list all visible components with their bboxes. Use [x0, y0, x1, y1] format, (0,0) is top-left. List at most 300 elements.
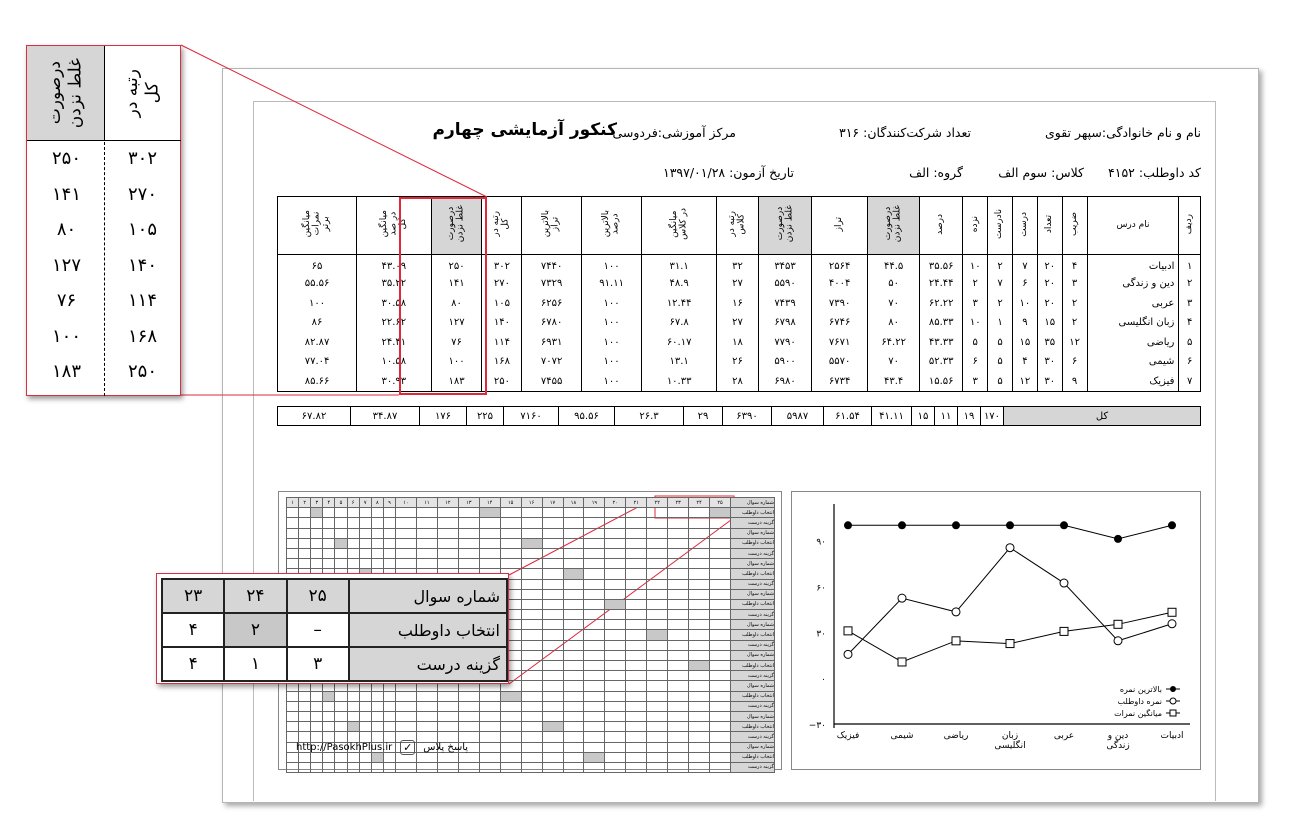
- x-tick-label: شیمی: [890, 731, 914, 741]
- answer-cell: [647, 610, 668, 620]
- answer-cell: [521, 538, 542, 548]
- table-cell: ۲۷: [716, 274, 758, 294]
- table-cell: ۷: [1013, 255, 1038, 275]
- answer-cell: [710, 701, 731, 711]
- table-cell: ۶۹۸۰: [759, 372, 812, 392]
- total-cell: ۱۱: [935, 407, 958, 426]
- answer-cell: [479, 732, 500, 742]
- answer-cell: [647, 528, 668, 538]
- answer-cell: [383, 711, 395, 721]
- answer-cell: [584, 640, 605, 650]
- zoom-divider: [104, 46, 105, 141]
- answer-cell: ۲۰: [605, 498, 626, 508]
- answer-cell: [563, 650, 584, 660]
- answer-cell: [668, 762, 689, 772]
- answer-cell: [542, 661, 563, 671]
- zoom-rank-cell: ۱۴۰: [127, 254, 157, 276]
- point-average: [1006, 640, 1014, 648]
- answer-cell: [347, 508, 359, 518]
- answer-cell: [605, 762, 626, 772]
- table-cell: ۱۰۰: [581, 313, 642, 333]
- zoom-correct-23: ۴: [162, 647, 224, 681]
- answer-cell: [359, 691, 371, 701]
- zoom-choice-24: ۲: [224, 613, 286, 647]
- answer-cell: [323, 762, 335, 772]
- answer-cell: [458, 691, 479, 701]
- answer-cell: [479, 518, 500, 528]
- answer-cell: [647, 711, 668, 721]
- table-cell: ۲: [988, 255, 1013, 275]
- answer-cell: [359, 559, 371, 569]
- answer-cell: ۴: [323, 498, 335, 508]
- answer-cell: [542, 732, 563, 742]
- zoom-q24: ۲۴: [224, 579, 286, 613]
- answer-cell: [458, 528, 479, 538]
- answer-cell: ۹: [383, 498, 395, 508]
- answer-cell: [458, 548, 479, 558]
- answer-cell: [287, 722, 299, 732]
- answer-cell: [287, 518, 299, 528]
- answer-cell: [521, 630, 542, 640]
- point-average: [898, 658, 906, 666]
- table-cell: ۲۵۰: [482, 372, 522, 392]
- answer-cell: ۵: [335, 498, 347, 508]
- answer-cell: [584, 528, 605, 538]
- answer-cell: [396, 508, 417, 518]
- answer-row-label: گزینه درست: [731, 671, 775, 681]
- legend-label: نمره داوطلب: [1117, 697, 1162, 706]
- answer-grid-row: [287, 518, 775, 528]
- table-cell: ۷۴۴۰: [522, 255, 581, 275]
- table-cell: ۶۹۳۱: [522, 333, 581, 353]
- answer-cell: [521, 599, 542, 609]
- answer-cell: [542, 508, 563, 518]
- answer-cell: [521, 671, 542, 681]
- answer-cell: [689, 752, 710, 762]
- answer-cell: [479, 762, 500, 772]
- answer-cell: [287, 762, 299, 772]
- series-line-2: [848, 612, 1172, 662]
- answer-cell: [647, 762, 668, 772]
- answer-cell: [371, 701, 383, 711]
- answer-cell: [689, 732, 710, 742]
- answer-cell: [542, 518, 563, 528]
- answer-cell: [359, 528, 371, 538]
- answer-cell: [323, 559, 335, 569]
- answer-cell: [479, 508, 500, 518]
- answer-cell: [584, 762, 605, 772]
- answer-cell: [311, 722, 323, 732]
- answer-grid-row: [287, 711, 775, 721]
- answer-row-label: انتخاب داوطلب: [731, 508, 775, 518]
- answer-cell: ۸: [371, 498, 383, 508]
- point-top: [898, 521, 906, 529]
- answer-cell: [542, 650, 563, 660]
- total-cell: ۳۴.۸۷: [351, 407, 420, 426]
- answer-cell: [563, 620, 584, 630]
- table-cell: ۶۷۳۴: [812, 372, 868, 392]
- col-header-17: میانگین در صد کل: [357, 197, 432, 255]
- answer-cell: [335, 548, 347, 558]
- answer-row-label: گزینه درست: [731, 640, 775, 650]
- answer-cell: [383, 518, 395, 528]
- answer-cell: [605, 518, 626, 528]
- answer-cell: [647, 681, 668, 691]
- score-chart: [791, 491, 1201, 770]
- point-average: [1168, 608, 1176, 616]
- total-cell: ۷۱۶۰: [504, 407, 559, 426]
- answer-cell: [542, 742, 563, 752]
- answer-cell: [542, 640, 563, 650]
- answer-cell: [710, 610, 731, 620]
- total-cell: ۱۷۰: [981, 407, 1004, 426]
- zoom-q23: ۲۳: [162, 579, 224, 613]
- answer-cell: [521, 518, 542, 528]
- answer-cell: ۱۴: [479, 498, 500, 508]
- answer-cell: [396, 528, 417, 538]
- answer-cell: [584, 752, 605, 762]
- answer-cell: [287, 538, 299, 548]
- table-cell: ۹: [1062, 372, 1087, 392]
- center-name: مرکز آموزشی:فردوسی: [612, 125, 736, 140]
- table-cell: ۴: [1179, 313, 1201, 333]
- answer-cell: [626, 559, 647, 569]
- footer-url[interactable]: http://PasokhPlus.ir: [296, 742, 393, 753]
- col-header-4: درست: [1013, 197, 1038, 255]
- answer-cell: [479, 701, 500, 711]
- answer-cell: [299, 762, 311, 772]
- answer-cell: [563, 630, 584, 640]
- table-cell: عربی: [1087, 294, 1179, 314]
- answer-cell: [521, 589, 542, 599]
- answer-cell: [563, 742, 584, 752]
- zoom-rank-cell: ۲۵۰: [127, 361, 157, 382]
- answer-cell: [287, 548, 299, 558]
- table-cell: ۱۲: [1013, 372, 1038, 392]
- answer-cell: [689, 569, 710, 579]
- answer-cell: [668, 528, 689, 538]
- answer-cell: [584, 538, 605, 548]
- table-cell: ۴۸.۹: [642, 274, 717, 294]
- answer-cell: [626, 528, 647, 538]
- table-cell: ۱۰۰: [581, 255, 642, 275]
- answer-cell: [383, 691, 395, 701]
- x-tick-label: ادبیات: [1160, 731, 1184, 741]
- zoom-nowrong-cell: ۱۴۱: [51, 183, 81, 205]
- footer: [296, 740, 468, 755]
- total-cell: ۲۲۵: [467, 407, 504, 426]
- table-cell: ۵: [988, 372, 1013, 392]
- participants-count: تعداد شرکت‌کنندگان: ۳۱۶: [838, 125, 971, 140]
- answer-cell: [323, 701, 335, 711]
- answer-cell: [359, 722, 371, 732]
- table-cell: ۱۵: [1013, 333, 1038, 353]
- table-cell: ۳۰.۹۳: [357, 372, 432, 392]
- answer-cell: [335, 711, 347, 721]
- footer-brand: پاسخ پلاس: [423, 742, 469, 753]
- answer-cell: [710, 762, 731, 772]
- answer-cell: [323, 508, 335, 518]
- answer-cell: [584, 681, 605, 691]
- answer-cell: [383, 762, 395, 772]
- student-name: نام و نام خانوادگی:سپهر تقوی: [1044, 125, 1201, 140]
- total-cell: ۶۳۹۰: [723, 407, 772, 426]
- table-cell: ۲۵۶۴: [812, 255, 868, 275]
- answer-cell: [437, 722, 458, 732]
- answer-cell: [710, 508, 731, 518]
- answer-cell: [416, 528, 437, 538]
- answer-cell: [479, 691, 500, 701]
- answer-cell: [626, 599, 647, 609]
- answer-cell: [479, 538, 500, 548]
- answer-cell: [710, 548, 731, 558]
- answer-cell: [563, 528, 584, 538]
- table-cell: ۸۶: [278, 313, 357, 333]
- answer-cell: [563, 518, 584, 528]
- answer-cell: [542, 559, 563, 569]
- zoom-rank-cell: ۱۰۵: [127, 219, 157, 240]
- answer-cell: ۳: [311, 498, 323, 508]
- table-cell: ۲۴.۴۴: [920, 274, 963, 294]
- table-cell: ۷۷۹۰: [759, 333, 812, 353]
- answer-cell: [563, 752, 584, 762]
- answer-cell: [668, 732, 689, 742]
- answer-cell: [689, 610, 710, 620]
- answer-cell: [383, 508, 395, 518]
- answer-cell: [647, 569, 668, 579]
- answer-cell: [668, 508, 689, 518]
- answer-cell: [521, 610, 542, 620]
- answer-cell: [335, 528, 347, 538]
- answer-cell: [668, 650, 689, 660]
- answer-cell: [710, 640, 731, 650]
- table-cell: ۸۰: [431, 294, 482, 314]
- zoom-q25: ۲۵: [287, 579, 349, 613]
- answer-row-label: شماره سوال: [731, 589, 775, 599]
- answer-cell: [521, 569, 542, 579]
- table-cell: ۲: [1062, 294, 1087, 314]
- answer-cell: [584, 620, 605, 630]
- zoom-label-correct: گزینه درست: [349, 647, 507, 681]
- answer-cell: [689, 691, 710, 701]
- legend-marker: [1170, 686, 1176, 692]
- answer-cell: [347, 559, 359, 569]
- answer-cell: [371, 691, 383, 701]
- table-cell: ۴: [1013, 352, 1038, 372]
- answer-cell: [521, 508, 542, 518]
- answer-cell: [500, 691, 521, 701]
- table-cell: ۷: [988, 274, 1013, 294]
- answer-cell: [299, 722, 311, 732]
- answer-cell: [437, 548, 458, 558]
- table-cell: ۷۳۲۹: [522, 274, 581, 294]
- table-cell: ۲: [963, 274, 988, 294]
- answer-cell: [500, 559, 521, 569]
- answer-row-label: گزینه درست: [731, 762, 775, 772]
- answer-cell: [626, 762, 647, 772]
- table-cell: دین و زندگی: [1087, 274, 1179, 294]
- answer-cell: [500, 538, 521, 548]
- table-cell: ۱: [1179, 255, 1201, 275]
- answer-cell: [521, 752, 542, 762]
- answer-cell: [335, 701, 347, 711]
- answer-cell: [605, 538, 626, 548]
- answer-cell: [416, 559, 437, 569]
- answer-cell: [647, 671, 668, 681]
- answer-cell: [584, 722, 605, 732]
- answer-cell: [458, 722, 479, 732]
- answer-cell: [299, 701, 311, 711]
- answer-cell: [626, 518, 647, 528]
- answer-cell: [584, 508, 605, 518]
- answer-cell: ۶: [347, 498, 359, 508]
- answer-cell: [383, 528, 395, 538]
- answer-cell: [626, 681, 647, 691]
- table-cell: ۱۰۵: [482, 294, 522, 314]
- answer-cell: [668, 701, 689, 711]
- answer-row-label: انتخاب داوطلب: [731, 752, 775, 762]
- answer-cell: [347, 722, 359, 732]
- table-cell: ۱۲: [1062, 333, 1087, 353]
- answer-cell: ۲۳: [668, 498, 689, 508]
- x-tick-label: دین و: [1107, 731, 1129, 741]
- answer-cell: [347, 518, 359, 528]
- answer-cell: [396, 762, 417, 772]
- answer-cell: [479, 752, 500, 762]
- zoom-label-number: شماره سوال: [349, 579, 507, 613]
- answer-cell: [371, 559, 383, 569]
- answer-cell: [563, 559, 584, 569]
- table-cell: ۱۶: [716, 294, 758, 314]
- answer-cell: [416, 548, 437, 558]
- answer-cell: [323, 548, 335, 558]
- answer-cell: [710, 650, 731, 660]
- answer-cell: [710, 671, 731, 681]
- answer-cell: [689, 762, 710, 772]
- table-cell: ۶: [1179, 352, 1201, 372]
- answer-cell: [500, 732, 521, 742]
- answer-cell: [383, 548, 395, 558]
- class-name: کلاس: سوم الف: [998, 165, 1084, 180]
- answer-cell: [311, 538, 323, 548]
- answer-cell: [605, 671, 626, 681]
- table-cell: ادبیات: [1087, 255, 1179, 275]
- answer-cell: [371, 528, 383, 538]
- answer-cell: [710, 752, 731, 762]
- col-header-1: نام درس: [1087, 197, 1179, 255]
- answer-cell: ۲۵: [710, 498, 731, 508]
- answer-cell: [542, 620, 563, 630]
- answer-cell: [416, 518, 437, 528]
- answer-cell: [605, 548, 626, 558]
- answer-cell: [299, 518, 311, 528]
- answer-cell: [396, 518, 417, 528]
- answer-cell: [542, 701, 563, 711]
- answer-cell: [347, 691, 359, 701]
- answer-cell: [500, 518, 521, 528]
- answer-cell: [710, 681, 731, 691]
- col-header-13: بالاترین درصد: [581, 197, 642, 255]
- exam-date: تاریخ آزمون: ۱۳۹۷/۰۱/۲۸: [662, 165, 794, 180]
- answer-cell: [605, 691, 626, 701]
- answer-grid-row: [287, 762, 775, 772]
- answer-cell: [416, 711, 437, 721]
- table-cell: ۳: [1062, 274, 1087, 294]
- table-cell: ۷۰: [868, 294, 920, 314]
- answer-cell: [626, 732, 647, 742]
- answer-cell: [647, 742, 668, 752]
- answer-cell: ۱۱: [416, 498, 437, 508]
- answer-cell: ۱۲: [437, 498, 458, 508]
- table-cell: ۱۰۰: [431, 352, 482, 372]
- answer-cell: [710, 691, 731, 701]
- answer-cell: [383, 538, 395, 548]
- answer-cell: [359, 518, 371, 528]
- table-cell: ۲۰: [1037, 294, 1062, 314]
- table-cell: ۲۶: [716, 352, 758, 372]
- table-cell: ۱۱۴: [482, 333, 522, 353]
- answer-row-label: شماره سوال: [731, 620, 775, 630]
- answer-cell: [563, 691, 584, 701]
- legend-label: میانگین نمرات: [1114, 709, 1162, 718]
- answer-cell: [605, 650, 626, 660]
- answer-cell: [563, 701, 584, 711]
- answer-cell: [668, 589, 689, 599]
- total-cell: ۱۵: [912, 407, 935, 426]
- table-cell: ۸۵.۳۳: [920, 313, 963, 333]
- answer-cell: [584, 711, 605, 721]
- answer-cell: [647, 518, 668, 528]
- answer-cell: ۲: [299, 498, 311, 508]
- answer-cell: [605, 681, 626, 691]
- point-top: [1168, 521, 1176, 529]
- answer-cell: [287, 508, 299, 518]
- answer-cell: [383, 701, 395, 711]
- answer-cell: [479, 722, 500, 732]
- answer-cell: [287, 691, 299, 701]
- answer-cell: [563, 579, 584, 589]
- answer-cell: [396, 691, 417, 701]
- answer-cell: [311, 701, 323, 711]
- answer-cell: [563, 681, 584, 691]
- legend-label: بالاترین نمره: [1119, 685, 1162, 694]
- table-cell: ۳۴۵۳: [759, 255, 812, 275]
- answer-cell: [584, 518, 605, 528]
- answer-cell: [689, 559, 710, 569]
- answer-cell: [371, 518, 383, 528]
- answer-cell: [605, 711, 626, 721]
- answer-cell: [311, 508, 323, 518]
- answer-cell: [335, 508, 347, 518]
- answer-cell: [584, 559, 605, 569]
- answer-cell: [626, 701, 647, 711]
- table-cell: ۳۵.۲۲: [357, 274, 432, 294]
- answer-cell: [710, 518, 731, 528]
- answer-cell: [710, 620, 731, 630]
- answer-row-label: انتخاب داوطلب: [731, 630, 775, 640]
- col-header-11: رتبه در کلاس: [716, 197, 758, 255]
- answer-cell: [668, 752, 689, 762]
- answer-cell: [584, 732, 605, 742]
- answer-cell: [689, 538, 710, 548]
- series-line-1: [848, 548, 1172, 655]
- answer-cell: [626, 752, 647, 762]
- zoom-label-choice: انتخاب داوطلب: [349, 613, 507, 647]
- answer-row-label: شماره سوال: [731, 528, 775, 538]
- answer-cell: [668, 630, 689, 640]
- table-cell: ۳۲: [716, 255, 758, 275]
- answer-cell: [647, 701, 668, 711]
